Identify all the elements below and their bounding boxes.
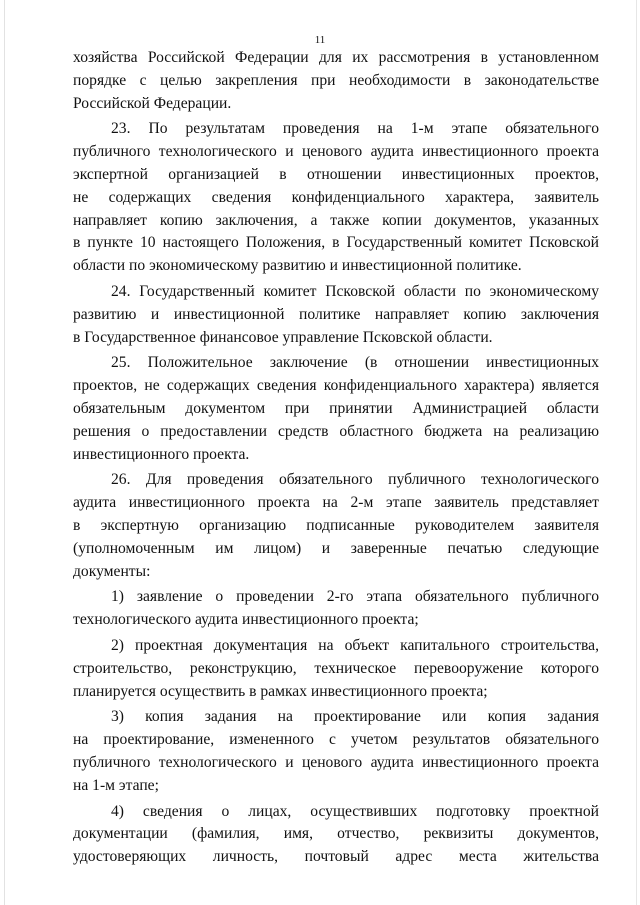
text-line: публичного технологического и ценового аудита инвестиционного проекта [73,143,599,161]
text-line: 2) проектная документация на объект капитального строительства, [111,636,599,654]
text-line: не содержащих сведения конфиденциального характера, заявитель [73,188,599,206]
paragraph-23 [73,118,599,278]
paragraph-24 [73,281,599,349]
text-line: строительство, реконструкцию, техническое перевооружение которого [73,659,599,677]
paragraph-26 [73,469,599,583]
text-line: развитию и инвестиционной политике направляет копию заключения [73,305,599,323]
text-line: аудита инвестиционного проекта на 2-м этапе заявитель представляет [73,494,599,512]
page-right-edge [636,0,637,905]
text-line: экспертной организацией в отношении инвестиционных проектов, [73,165,599,183]
text-line: Российской Федерации. [73,94,232,112]
text-line: планируется осуществить в рамках инвестиционного проекта; [73,682,488,700]
text-line: в экспертную организацию подписанные руководителем заявителя [73,516,599,534]
text-line: 4) сведения о лицах, осуществивших подготовку проектной [111,802,599,820]
text-line: 3) копия задания на проектирование или копия задания [111,708,599,726]
page-number: 11 [314,34,326,46]
document-body [73,47,599,869]
text-line: на проектирование, измененного с учетом результатов обязательного [73,731,599,749]
text-line: обязательным документом при принятии Администрацией области [73,399,599,417]
paragraph-25 [73,352,599,466]
text-line: (уполномоченным им лицом) и заверенные печатью следующие [73,539,599,557]
text-line: документации (фамилия, имя, отчество, реквизиты документов, [73,825,599,843]
list-item-1 [73,586,599,632]
text-line: в Государственное финансовое управление Псковской области. [73,328,493,346]
text-line: направляет копию заключения, а также копии документов, указанных [73,211,599,229]
paragraph-continuation [73,47,599,115]
text-line: 24. Государственный комитет Псковской области по экономическому [111,282,599,300]
text-line: технологического аудита инвестиционного проекта; [73,611,419,629]
text-line: хозяйства Российской Федерации для их рассмотрения в установленном [73,49,599,66]
text-line: инвестиционного проекта. [73,445,250,463]
text-line: 26. Для проведения обязательного публичного технологического [111,471,599,489]
text-line: 1) заявление о проведении 2-го этапа обязательного публичного [111,588,599,606]
text-line: в пункте 10 настоящего Положения, в Государственный комитет Псковской [73,234,599,252]
text-line: 23. По результатам проведения на 1-м этапе обязательного [111,120,599,138]
list-item-4 [73,801,599,869]
text-line: области по экономическому развитию и инвестиционной политике. [73,257,522,275]
text-line: документы: [73,562,151,580]
text-line: на 1-м этапе; [73,776,159,794]
page-left-edge [4,0,5,905]
text-line: проектов, не содержащих сведения конфиденциального характера) является [73,377,599,395]
text-line: публичного технологического и ценового аудита инвестиционного проекта [73,753,599,771]
text-line: порядке с целью закрепления при необходимости в законодательстве [73,71,599,89]
list-item-3 [73,706,599,797]
text-line: 25. Положительное заключение (в отношении инвестиционных [111,354,599,372]
text-line: удостоверяющих личность, почтовый адрес места жительства [73,848,599,866]
list-item-2 [73,635,599,703]
text-line: решения о предоставлении средств областного бюджета на реализацию [73,422,599,440]
